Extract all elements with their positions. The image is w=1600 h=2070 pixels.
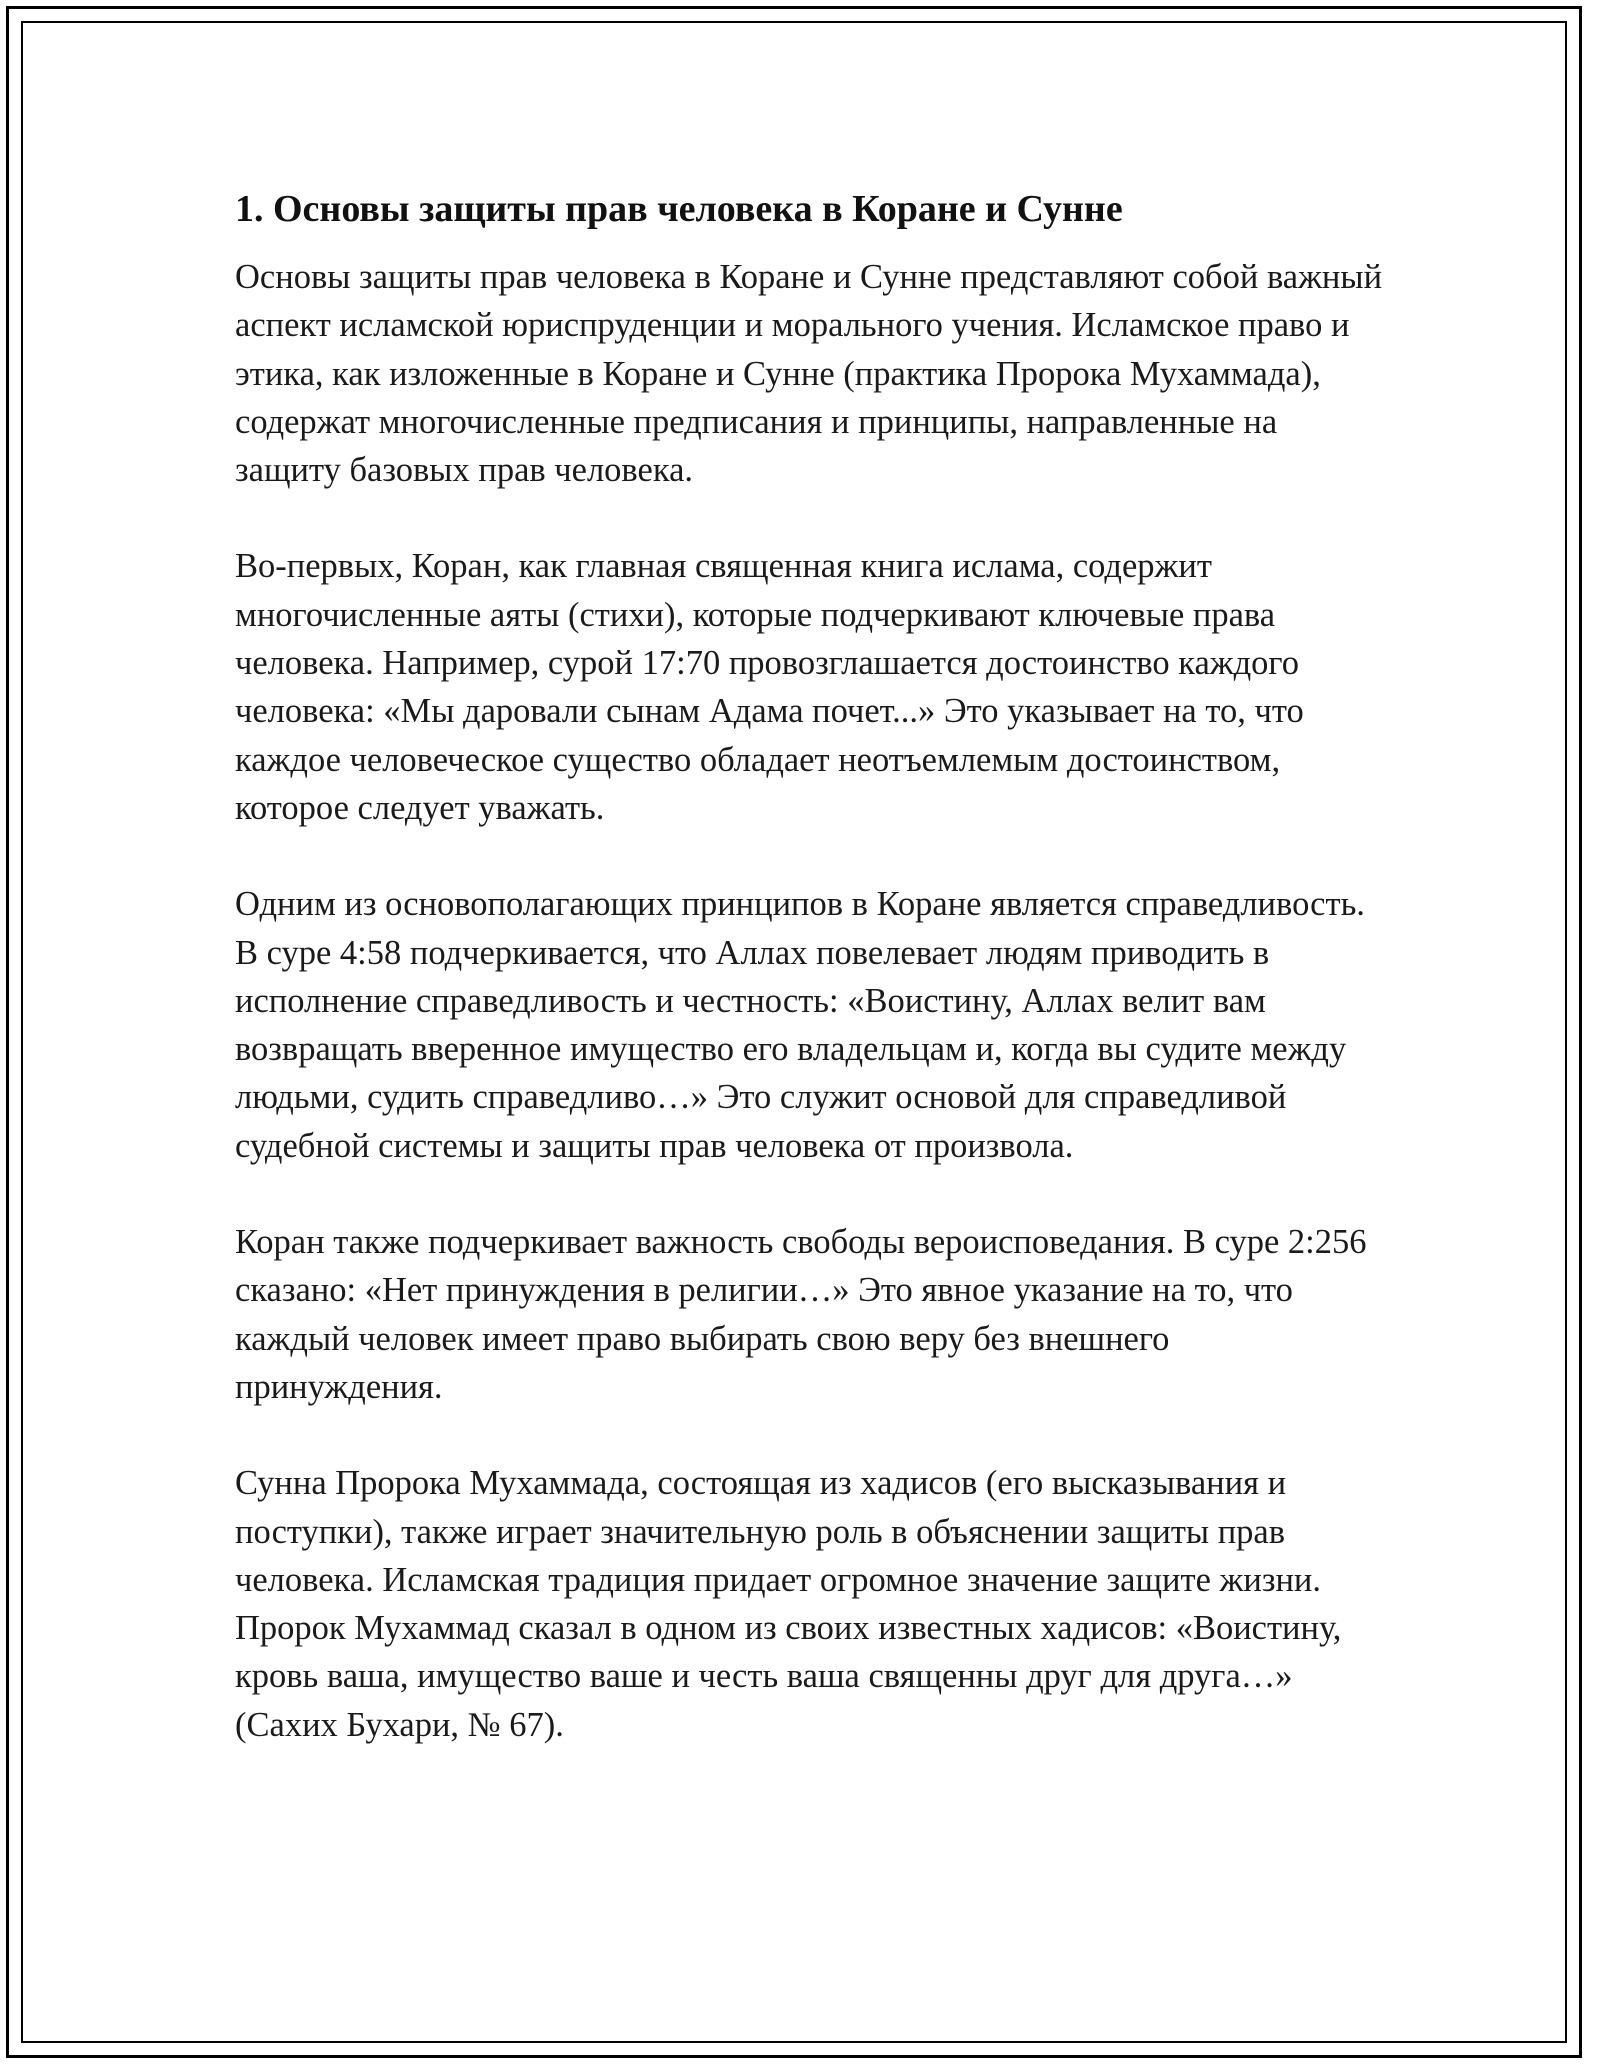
paragraph-3: Одним из основополагающих принципов в Коране является справедливость. В суре 4:58 подчеркивается, что Аллах повелевает людям приводить в исполнение справедливость и честность: «Воистину, Аллах велит вам возвращать вверенное имущество его владельцам и, когда вы судите между людьми, судить справедливо…» Это служит основой для справедливой судебной системы и защиты прав человека от произвола.: [235, 885, 1365, 1165]
paragraph-2: Во-первых, Коран, как главная священная книга ислама, содержит многочисленные аяты (стихи), которые подчеркивают ключевые права человека. Например, сурой 17:70 провозглашается достоинство каждого человека: «Мы даровали сынам Адама почет...» Это указывает на то, что каждое человеческое существо обладает неотъемлемым достоинством, которое следует уважать.: [235, 547, 1304, 827]
paragraph-1: Основы защиты прав человека в Коране и Сунне представляют собой важный аспект исламской юриспруденции и морального учения. Исламское право и этика, как изложенные в Коране и Сунне (практика Пророка Мухаммада), содержат многочисленные предписания и принципы, направленные на защиту базовых прав человека.: [235, 258, 1383, 490]
paragraph-4: Коран также подчеркивает важность свободы вероисповедания. В суре 2:256 сказано: «Нет принуждения в религии…» Это явное указание на то, что каждый человек имеет право выбирать свою веру без внешнего принуждения.: [235, 1223, 1367, 1406]
section-heading: 1. Основы защиты прав человека в Коране и Сунне: [235, 188, 1123, 230]
paragraph-5: Сунна Пророка Мухаммада, состоящая из хадисов (его высказывания и поступки), также играет значительную роль в объяснении защиты прав человека. Исламская традиция придает огромное значение защите жизни. Пророк Мухаммад сказал в одном из своих известных хадисов: «Воистину, кровь ваша, имущество ваше и честь ваша священны друг для друга…» (Сахих Бухари, № 67).: [235, 1464, 1342, 1744]
document-body: [235, 185, 1385, 1797]
